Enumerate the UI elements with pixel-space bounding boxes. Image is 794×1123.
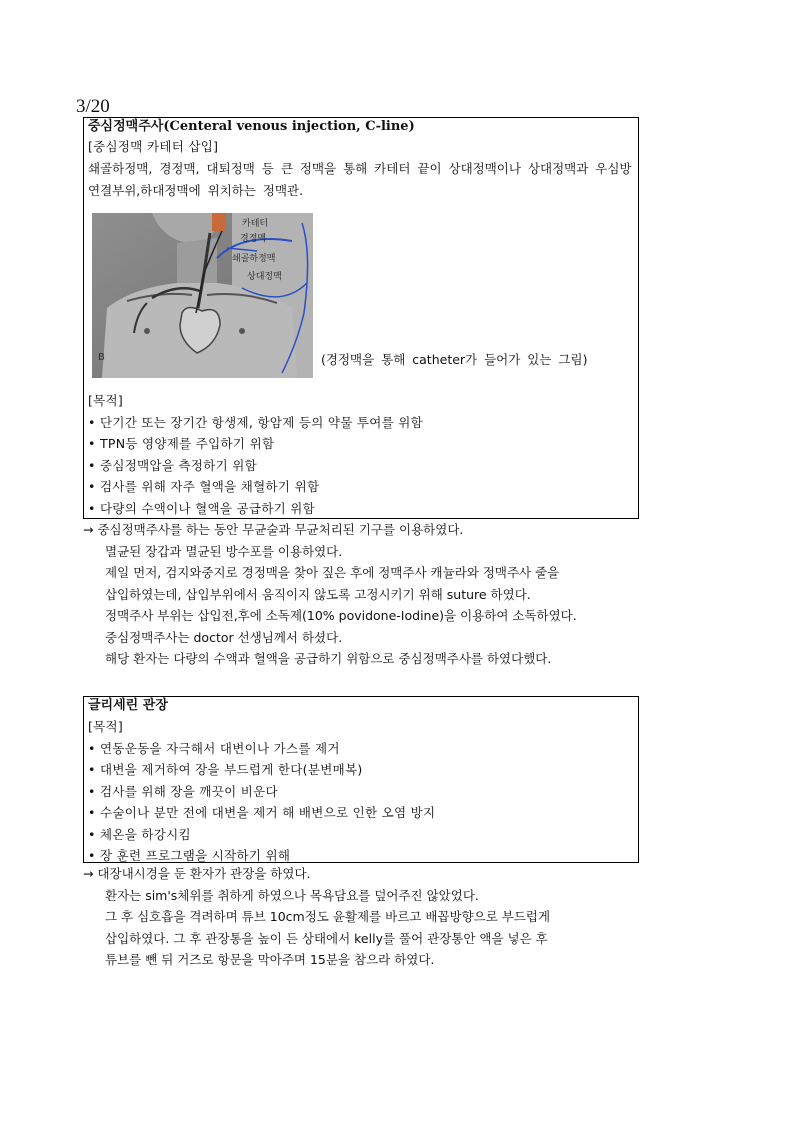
purpose-item: • 단기간 또는 장기간 항생제, 항암제 등의 약물 투여를 위함 xyxy=(88,414,424,430)
note-line: 환자는 sim's체위를 취하게 하였으나 목욕담요를 덮어주진 않았었다. xyxy=(105,887,479,903)
note-line: 멸균된 장갑과 멸균된 방수포를 이용하였다. xyxy=(105,543,343,559)
central-line-figure xyxy=(92,213,313,378)
central-line-illustration xyxy=(92,213,313,378)
note-line: 삽입하였는데, 삽입부위에서 움직이지 않도록 고정시키기 위해 suture 하였다. xyxy=(105,586,531,602)
figure-caption: (경정맥을 통해 catheter가 들어가 있는 그림) xyxy=(321,352,588,367)
figure-label-svc: 상대정맥 xyxy=(247,272,282,282)
note-line: → 중심정맥주사를 하는 동안 무균술과 무균처리된 기구를 이용하였다. xyxy=(83,522,464,537)
purpose-item: • 대변을 제거하여 장을 부드럽게 한다(분변매복) xyxy=(88,762,363,777)
section-title: 글리세린 관장 xyxy=(88,698,168,713)
note-line: 삽입하였다. 그 후 관장통을 높이 든 상태에서 kelly를 풀어 관장통안 액을 넣은 후 xyxy=(105,930,548,946)
purpose-list xyxy=(88,390,634,519)
purpose-heading: [목적] xyxy=(88,719,124,734)
note-line: 정맥주사 부위는 삽입전,후에 소독제(10% povidone-Iodine)을 이용하여 소독하였다. xyxy=(105,608,577,623)
section-description: 쇄골하정맥, 경정맥, 대퇴정맥 등 큰 정맥을 통해 카테터 끝이 상대정맥이나 상대정맥과 우심방 연결부위,하대정맥에 위치하는 정맥관. xyxy=(88,160,632,198)
note-line: → 대장내시경을 둔 환자가 관장을 하였다. xyxy=(83,866,311,881)
glycerin-enema-box xyxy=(83,696,639,863)
purpose-heading: [목적] xyxy=(88,393,124,408)
note-line: 중심정맥주사는 doctor 선생님께서 하셨다. xyxy=(105,629,343,645)
purpose-item: • 검사를 위해 자주 혈액을 채혈하기 위함 xyxy=(88,479,320,494)
purpose-item: • 중심정맥압을 측정하기 위함 xyxy=(88,457,257,473)
note-line: 제일 먼저, 검지와중지로 경정맥을 찾아 짚은 후에 정맥주사 캐뉼라와 정맥주사 줄을 xyxy=(105,565,560,580)
ear-highlight xyxy=(212,213,226,231)
central-venous-injection-box xyxy=(83,117,639,519)
purpose-item: • 장 훈련 프로그램을 시작하기 위해 xyxy=(88,848,291,863)
page-number: 3/20 xyxy=(76,96,110,117)
note-line: 그 후 심호흡을 격려하며 튜브 10cm정도 윤활제를 바르고 배꼽방향으로 부드럽게 xyxy=(105,909,551,924)
figure-panel-label: B xyxy=(98,352,105,363)
section-title: 중심정맥주사(Centeral venous injection, C-line) xyxy=(88,119,415,134)
central-line-notes xyxy=(83,519,577,670)
figure-label-subclavian: 쇄골하정맥 xyxy=(232,254,276,264)
figure-label-catheter: 카테터 xyxy=(242,219,269,229)
note-line: 해당 환자는 다량의 수액과 혈액을 공급하기 위함으로 중심정맥주사를 하였다했다. xyxy=(105,651,552,666)
purpose-item: • 연동운동을 자극해서 대변이나 가스를 제거 xyxy=(88,740,340,756)
figure-label-jugular: 경정맥 xyxy=(240,234,267,244)
note-line: 튜브를 뺀 뒤 거즈로 항문을 막아주며 15분을 참으라 하였다. xyxy=(105,952,435,967)
purpose-item: • 수술이나 분만 전에 대변을 제거 해 배변으로 인한 오염 방지 xyxy=(88,805,436,820)
enema-notes xyxy=(83,863,550,971)
purpose-item: • TPN등 영양제를 주입하기 위함 xyxy=(88,436,275,451)
purpose-item: • 체온을 하강시킴 xyxy=(88,826,191,842)
purpose-item: • 다량의 수액이나 혈액을 공급하기 위함 xyxy=(88,500,316,516)
purpose-list xyxy=(88,716,634,867)
purpose-item: • 검사를 위해 장을 깨끗이 비운다 xyxy=(88,783,278,799)
section-subtitle: [중심정맥 카테터 삽입] xyxy=(88,139,219,154)
